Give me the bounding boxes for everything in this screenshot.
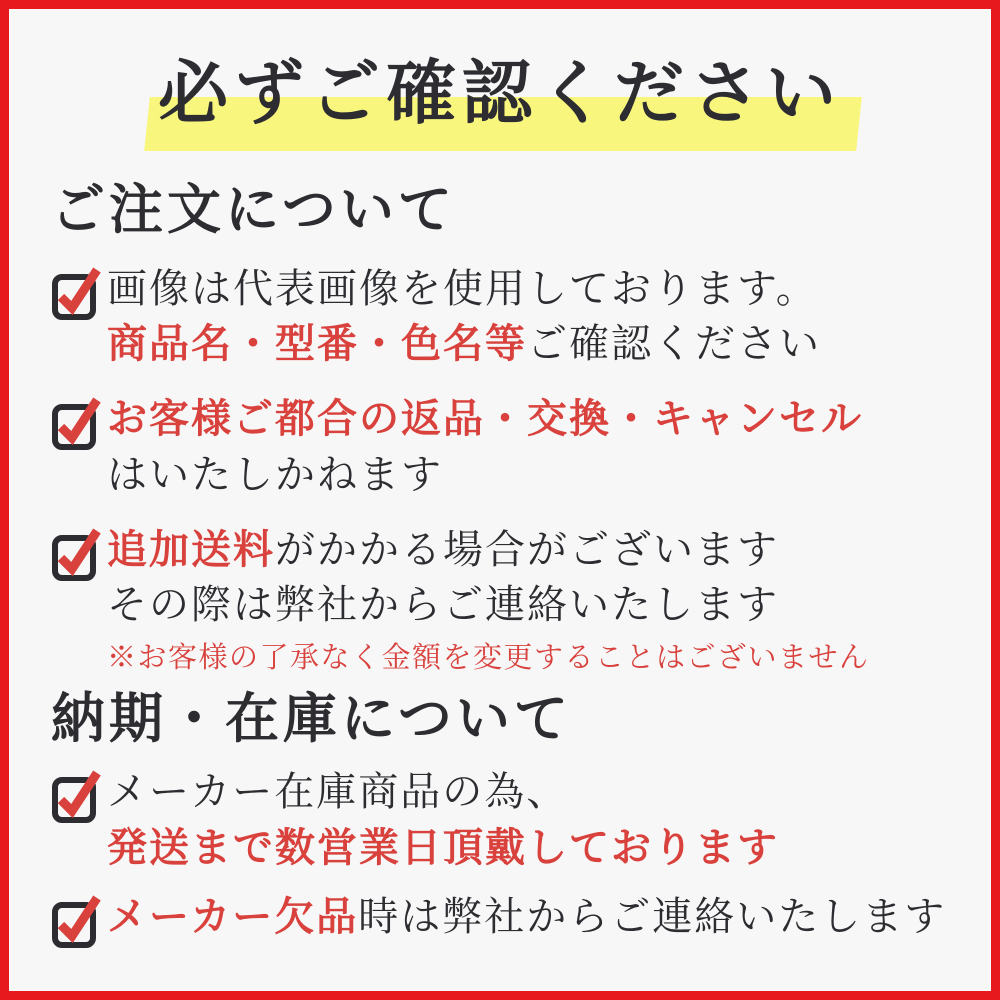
- text-line: [107, 764, 779, 819]
- title-block: [9, 41, 991, 153]
- checklist-item: [51, 889, 955, 954]
- checklist-item: [51, 764, 955, 874]
- section: [51, 688, 955, 953]
- checkbox-checked-icon: [51, 263, 101, 326]
- text-segment: 商品名・型番・色名等: [107, 321, 527, 367]
- text-segment: 画像は代表画像を使用しております。: [107, 266, 818, 312]
- text-segment: がかかる場合がございます: [275, 526, 779, 572]
- text-segment: その際は弊社からご連絡いたします: [107, 582, 779, 628]
- checkbox-checked-icon: [51, 393, 101, 456]
- notice-card: [9, 41, 991, 954]
- section: [51, 179, 955, 678]
- text-line: [107, 316, 821, 371]
- item-text: [107, 889, 946, 944]
- text-segment: メーカー欠品: [107, 893, 359, 939]
- checklist-item: [51, 391, 955, 501]
- section-heading: ご注文について: [51, 180, 456, 240]
- sections-container: [9, 179, 991, 954]
- item-text: [107, 391, 863, 501]
- page-title: 必ずご確認ください: [158, 56, 842, 133]
- text-line: [107, 261, 821, 316]
- checklist-item: [51, 261, 955, 371]
- checkbox-checked-icon: [51, 524, 101, 587]
- item-text: [107, 764, 779, 874]
- text-segment: 時は弊社からご連絡いたします: [358, 893, 947, 939]
- text-line: [107, 820, 779, 875]
- text-line: [107, 889, 946, 944]
- section-heading: 納期・在庫について: [51, 689, 572, 750]
- item-text: [107, 522, 870, 678]
- text-segment: ご確認ください: [527, 321, 821, 367]
- checklist-item: [51, 522, 955, 678]
- text-line: [107, 522, 870, 577]
- text-segment: メーカー在庫商品の為、: [107, 769, 569, 815]
- checkbox-checked-icon: [51, 891, 101, 954]
- checkbox-checked-icon: [51, 766, 101, 829]
- text-line: [107, 577, 870, 632]
- text-segment: 追加送料: [107, 526, 275, 572]
- item-text: [107, 261, 821, 371]
- text-line: [107, 447, 863, 502]
- item-note: ※お客様の了承なく金額を変更することはございません: [107, 642, 870, 675]
- text-segment: はいたしかねます: [107, 451, 443, 497]
- text-line: [107, 391, 863, 446]
- text-segment: 発送まで数営業日頂戴しております: [107, 824, 779, 870]
- text-segment: お客様ご都合の返品・交換・キャンセル: [107, 396, 863, 442]
